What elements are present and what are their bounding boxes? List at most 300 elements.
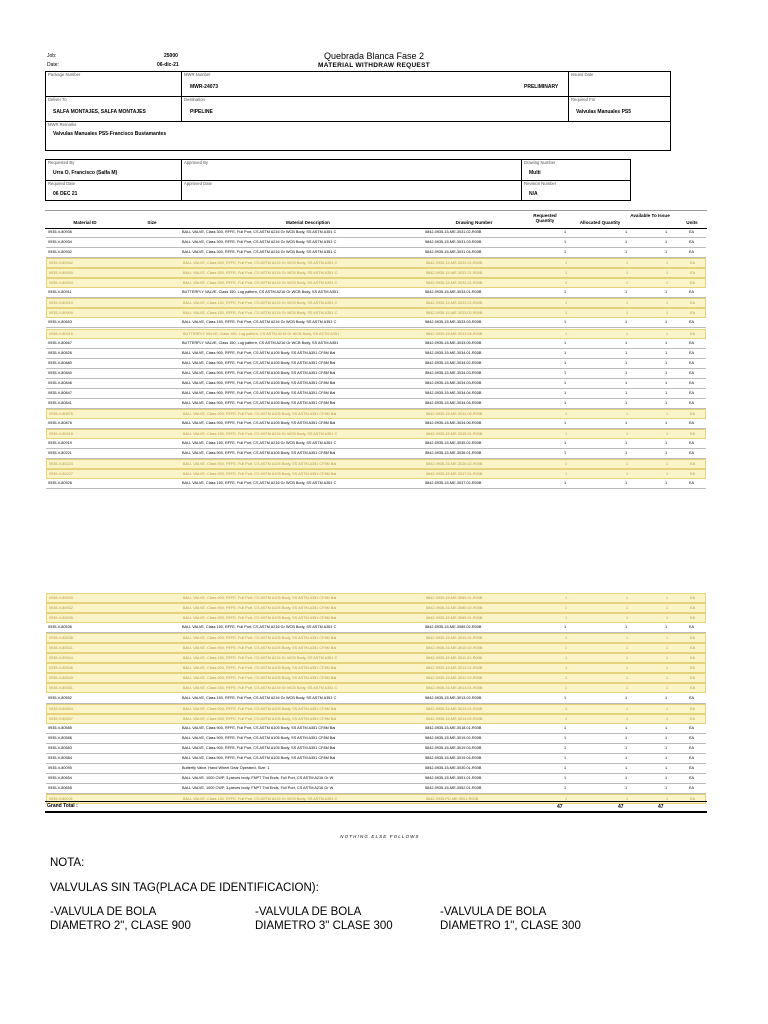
allocated-qty-cell: 1 (626, 636, 629, 641)
units-cell: EA (690, 606, 696, 611)
description-cell: BUTTERFLY VALVE, Class 150, Lug pattern, CS ASTM A216 Gr WCB Body, SS ASTM A351 (182, 340, 339, 345)
drawing-number-cell: 5842-0935-15-ME-3019.04-R00B (425, 755, 482, 760)
requested-qty-cell: 1 (565, 666, 568, 671)
description-cell: BALL VALVE, Class 300, RFFE, Full Port, CS ASTM A216 Gr WCB Body, SS ASTM A351 C (183, 261, 338, 266)
drawing-number-cell: 5842-0935-15-ME-3034.04-R00B (425, 400, 482, 405)
material-id-cell: 0935-V-80224 (49, 462, 73, 467)
col-material-id: Material ID (73, 220, 97, 225)
drawing-number-cell: 5842-0935-15-ME-3030.01-R00B (425, 765, 482, 770)
requested-qty-cell: 1 (564, 390, 567, 395)
material-id-cell: 0935-V-80557 (49, 716, 73, 721)
units-cell: EA (690, 797, 696, 801)
description-cell: BALL VALVE, Class 900, RFFE, Full Port, CS ASTM A105 Body, SS ASTM A351 CF8M Bal (182, 745, 336, 750)
available-qty-cell: 1 (665, 420, 668, 425)
available-qty-cell: 1 (665, 735, 668, 740)
available-qty-cell: 1 (665, 775, 668, 780)
material-id-cell: 0935-V-80554 (49, 706, 73, 711)
requested-by-value: Urra O, Francisco (Salfa M) (53, 170, 118, 176)
table-row (46, 744, 706, 754)
mwr-number-value: MWR-24073 (190, 84, 219, 90)
requested-qty-cell: 1 (565, 646, 568, 651)
requested-qty-cell: 1 (564, 785, 567, 790)
allocated-qty-cell: 1 (626, 462, 629, 467)
col-drawing-number: Drawing Number (455, 220, 493, 225)
allocated-qty-cell: 1 (625, 240, 628, 245)
material-id-cell: 0935-V-80654 (48, 775, 72, 780)
available-qty-cell: 1 (665, 370, 668, 375)
description-cell: BALL VALVE, Class 150, RFFE, Full Port, CS ASTM A216 Gr WCB Body, SS ASTM A351 C (183, 432, 338, 436)
units-cell: EA (689, 360, 695, 365)
table-row (46, 704, 706, 714)
allocated-qty-cell: 1 (625, 625, 628, 630)
available-qty-cell: 1 (666, 616, 669, 621)
table-row (46, 359, 706, 369)
allocated-qty-cell: 1 (625, 420, 628, 425)
requested-qty-cell: 1 (564, 451, 567, 456)
table-row (46, 419, 706, 429)
units-cell: EA (690, 596, 696, 600)
units-cell: EA (690, 656, 696, 661)
table-row (46, 369, 706, 379)
description-cell: BUTTERFLY VALVE, Class 150, Lug pattern, CS ASTM A216 Gr WCB Body, SS ASTM A351 (183, 331, 340, 336)
drawing-number-cell: 5842-0935-15-ME-3032.01-R00B (426, 261, 483, 266)
units-cell: EA (689, 370, 695, 375)
material-id-cell: 0935-V-80910 (49, 301, 73, 306)
table-row (46, 764, 706, 774)
allocated-qty-cell: 1 (625, 400, 628, 405)
available-qty-cell: 1 (666, 797, 669, 801)
material-id-cell: 0935-V-80655 (48, 785, 72, 790)
requested-qty-cell: 1 (564, 481, 567, 486)
drawing-number-cell: 5842-0935-15-ME-3034.06-R00B (426, 411, 483, 416)
approved-by-label: Approved By (184, 160, 208, 165)
requested-qty-cell: 1 (564, 441, 567, 446)
material-id-cell: 0935-V-80916 (49, 331, 73, 336)
units-cell: EA (690, 636, 696, 641)
drawing-number-cell: 5842-0935-15-ME-3019.02-R00B (425, 735, 482, 740)
requested-qty-cell: 1 (564, 755, 567, 760)
available-qty-cell: 1 (666, 411, 669, 416)
description-cell: BALL VALVE, Class 150, RFFE, Full Port, CS ASTM A216 Gr WCB Body, SS ASTM A351 C (182, 320, 337, 325)
available-qty-cell: 1 (666, 432, 669, 436)
description-cell: BALL VALVE, 1000 CWP, 3-pieces body, FNPT Thd Ends, Full Port, CS ASTM A216 Gr W (182, 785, 334, 790)
material-id-cell: 0935-V-80934 (48, 240, 72, 245)
note-title: NOTA: (50, 857, 85, 869)
material-id-cell: 0935-V-80880 (48, 360, 72, 365)
col-requested-qty: Requested Quantity (533, 213, 557, 224)
units-cell: EA (689, 400, 695, 405)
available-qty-cell: 1 (665, 230, 668, 234)
available-qty-cell: 1 (665, 451, 668, 456)
allocated-qty-cell: 1 (625, 380, 628, 385)
units-cell: EA (689, 340, 695, 345)
destination-value: PIPELINE (190, 109, 213, 115)
requested-qty-cell: 1 (565, 432, 568, 436)
grand-total-requested: 47 (557, 804, 563, 810)
allocated-qty-cell: 1 (626, 331, 629, 336)
requested-qty-cell: 1 (565, 472, 568, 477)
table-row (46, 268, 706, 278)
description-cell: BALL VALVE, Class 900, RFFE, Full Port, CS ASTM A105 Body, SS ASTM A351 CF8M Bal (182, 390, 336, 395)
grand-total-allocated: 47 (618, 804, 624, 810)
table-row (46, 278, 706, 288)
material-id-cell: 0935-V-80530 (49, 596, 73, 600)
material-id-cell: 0935-V-80585 (48, 725, 72, 730)
table-row (46, 683, 706, 693)
requested-qty-cell: 1 (564, 735, 567, 740)
requested-qty-cell: 1 (564, 360, 567, 365)
description-cell: BALL VALVE, Class 150, RFFE, Full Port, CS ASTM A216 Gr WCB Body, SS ASTM A351 C (182, 481, 337, 486)
drawing-number-cell: 5842-0935-15-ME-3034.04-R00B (425, 390, 482, 395)
description-cell: BALL VALVE, Class 900, RFFE, Full Port, CS ASTM A105 Body, SS ASTM A351 CF8M Bal (183, 596, 337, 600)
available-qty-cell: 1 (665, 320, 668, 325)
allocated-qty-cell: 1 (626, 271, 629, 276)
allocated-qty-cell: 1 (625, 735, 628, 740)
table-row (46, 643, 706, 653)
description-cell: BALL VALVE, Class 300, RFFE, Full Port, CS ASTM A216 Gr WCB Body, SS ASTM A351 C (182, 240, 337, 245)
available-qty-cell: 1 (665, 340, 668, 345)
allocated-qty-cell: 1 (626, 706, 629, 711)
requested-qty-cell: 1 (564, 350, 567, 355)
table-row (46, 714, 706, 724)
units-cell: EA (690, 716, 696, 721)
requested-qty-cell: 1 (564, 290, 567, 295)
material-id-cell: 0935-V-80911 (48, 290, 72, 295)
allocated-qty-cell: 1 (626, 261, 629, 266)
allocated-qty-cell: 1 (625, 360, 628, 365)
mwr-remarks-value: Valvulas Manuales PS5-Francisco Bustamantes (53, 131, 167, 137)
drawing-number-cell: 5842-0935-15-ME-3033.05-R00B (425, 340, 482, 345)
job-value: 25000 (164, 53, 178, 59)
available-qty-cell: 1 (666, 666, 669, 671)
units-cell: EA (690, 646, 696, 651)
table-row (46, 238, 706, 248)
table-row (46, 248, 706, 258)
col-units: Units (686, 220, 698, 225)
available-qty-cell: 1 (665, 755, 668, 760)
units-cell: EA (689, 420, 695, 425)
units-cell: EA (689, 230, 695, 234)
table-row (46, 663, 706, 673)
requested-qty-cell: 1 (564, 420, 567, 425)
table-row (46, 694, 706, 704)
available-qty-cell: 1 (666, 716, 669, 721)
drawing-number-cell: 5842-0935-15-ME-3080.01-R00B (426, 596, 483, 600)
units-cell: EA (690, 311, 696, 316)
drawing-number-cell: 5842-0935-15-ME-3031.03-R00B (425, 240, 482, 245)
drawing-number-cell: 5842-0935-15-ME-3052.01-R00B (425, 785, 482, 790)
drawing-number-cell: 5842-0935-15-ME-3012.01-R00B (426, 666, 483, 671)
mwr-number-label: MWR Number (184, 72, 211, 77)
drawing-number-cell: 5842-0935-15-ME-3035.01-R00B (426, 432, 483, 436)
description-cell: BALL VALVE, Class 900, RFFE, Full Port, CS ASTM A105 Body, SS ASTM A351 CF8M Bal (182, 360, 336, 365)
col-size: Size (147, 220, 157, 225)
available-qty-cell: 1 (666, 271, 669, 276)
available-qty-cell: 1 (665, 765, 668, 770)
material-id-cell: 0935-V-80549 (49, 676, 73, 681)
requested-qty-cell: 1 (564, 625, 567, 630)
available-qty-cell: 1 (666, 706, 669, 711)
allocated-qty-cell: 1 (625, 765, 628, 770)
material-id-cell: 0935-V-80535 (49, 616, 73, 621)
available-qty-cell: 1 (666, 261, 669, 266)
available-qty-cell: 1 (665, 290, 668, 295)
allocated-qty-cell: 1 (625, 230, 628, 234)
description-cell: BALL VALVE, Class 900, RFFE, Full Port, CS ASTM A105 Body, SS ASTM A351 CF8M Bal (182, 725, 336, 730)
table-row (46, 258, 706, 268)
requested-qty-cell: 1 (565, 311, 568, 316)
units-cell: EA (690, 432, 696, 436)
material-id-cell: 0935-V-80826 (48, 350, 72, 355)
allocated-qty-cell: 1 (625, 785, 628, 790)
allocated-qty-cell: 1 (625, 390, 628, 395)
units-cell: EA (689, 290, 695, 295)
material-id-cell: 0935-V-80876 (49, 411, 73, 416)
mwr-remarks-label: MWR Remarks (48, 122, 77, 127)
available-qty-cell: 1 (665, 360, 668, 365)
deliver-to-value: SALFA MONTAJES, SALFA MONTAJES (53, 109, 146, 115)
drawing-number-cell: 5842-0935-15-ME-3033.03-R00B (425, 320, 482, 325)
table-row (46, 298, 706, 308)
allocated-qty-cell: 1 (625, 250, 628, 255)
units-cell: EA (689, 481, 695, 486)
drawing-number-cell: 5842-0935-15-ME-3031.04-R00B (425, 250, 482, 255)
grand-total-label: Grand Total : (47, 803, 78, 809)
available-qty-cell: 1 (666, 311, 669, 316)
approved-date-label: Approved Date (184, 181, 212, 186)
required-date-label: Required Date (48, 181, 76, 186)
table-row (46, 429, 706, 439)
drawing-number-cell: 5842-0935-15-ME-3014.02-R00B (426, 716, 483, 721)
requested-qty-cell: 1 (565, 301, 568, 306)
description-cell: BALL VALVE, Class 300, RFFE, Full Port, CS ASTM A216 Gr WCB Body, SS ASTM A351 C (182, 230, 337, 234)
drawing-number-cell: 5842-0935-15-ME-3080.02-R00B (426, 606, 483, 611)
requested-qty-cell: 1 (564, 380, 567, 385)
table-row (46, 734, 706, 744)
available-qty-cell: 1 (666, 472, 669, 477)
units-cell: EA (690, 301, 696, 306)
material-id-cell: 0935-V-80847 (48, 390, 72, 395)
drawing-number-cell: 5842-0935-15-ME-3033.02-R00B (426, 301, 483, 306)
allocated-qty-cell: 1 (626, 676, 629, 681)
available-qty-cell: 1 (665, 481, 668, 486)
allocated-qty-cell: 1 (625, 725, 628, 730)
drawing-number-cell: 5842-0935-15-ME-3033.02-R00B (426, 311, 483, 316)
drawing-number-cell: 5842-0935-15-ME-3036.02-R00B (426, 462, 483, 467)
allocated-qty-cell: 1 (625, 290, 628, 295)
table-row (46, 308, 706, 318)
units-cell: EA (689, 735, 695, 740)
drawing-number-cell: 5842-0935-15-ME-3012.02-R00B (426, 676, 483, 681)
requested-qty-cell: 1 (565, 716, 568, 721)
requested-qty-cell: 1 (565, 281, 568, 286)
drawing-number-cell: 5842-0935-15-ME-3034.06-R00B (425, 420, 482, 425)
material-id-cell: 0935-V-80227 (49, 472, 73, 477)
table-row (46, 774, 706, 784)
description-cell: BALL VALVE, Class 300, RFFE, Full Port, CS ASTM A216 Gr WCB Body, SS ASTM A351 C (183, 281, 338, 286)
material-id-cell: 0935-V-80909 (49, 311, 73, 316)
description-cell: BALL VALVE, 1000 CWP, 3-pieces body, FNPT Thd Ends, Full Port, CS ASTM A216 Gr W (182, 775, 334, 780)
deliver-to-label: Deliver To (48, 97, 67, 102)
requested-qty-cell: 1 (565, 271, 568, 276)
description-cell: BALL VALVE, Class 900, RFFE, Full Port, CS ASTM A105 Body, SS ASTM A351 CF8M Bal (183, 706, 337, 711)
table-row (46, 623, 706, 633)
available-qty-cell: 1 (665, 785, 668, 790)
requested-qty-cell: 1 (564, 695, 567, 700)
drawing-number-cell: 5842-0935-15-ME-3035.02-R00B (425, 441, 482, 446)
drawing-number-cell: 5842-0935-15-ME-3032.01-R00B (426, 271, 483, 276)
allocated-qty-cell: 1 (626, 686, 629, 691)
description-cell: BALL VALVE, Class 900, RFFE, Full Port, CS ASTM A105 Body, SS ASTM A351 CF8M Bal (183, 606, 337, 611)
table-row (46, 469, 706, 479)
destination-label: Destination (184, 97, 205, 102)
allocated-qty-cell: 1 (625, 451, 628, 456)
units-cell: EA (689, 625, 695, 630)
units-cell: EA (690, 616, 696, 621)
description-cell: BALL VALVE, Class 900, RFFE, Full Port, CS ASTM A105 Body, SS ASTM A351 CF8M Bal (183, 646, 337, 651)
allocated-qty-cell: 1 (626, 596, 629, 600)
allocated-qty-cell: 1 (625, 350, 628, 355)
drawing-number-cell: 5842-0935-15-ME-3034.03-R00B (425, 380, 482, 385)
description-cell: BALL VALVE, Class 150, RFFE, Full Port, CS ASTM A216 Gr WCB Body, SS ASTM A351 C (183, 797, 338, 801)
table-row (46, 613, 706, 623)
description-cell: BALL VALVE, Class 150, RFFE, Full Port, CS ASTM A216 Gr WCB Body, SS ASTM A351 C (182, 695, 337, 700)
units-cell: EA (690, 676, 696, 681)
allocated-qty-cell: 1 (626, 472, 629, 477)
table-row (46, 329, 706, 339)
material-id-cell: 0935-V-80551 (49, 686, 73, 691)
material-id-cell: 0935-V-80936 (48, 230, 72, 234)
description-cell: BALL VALVE, Class 900, RFFE, Full Port, CS ASTM A105 Body, SS ASTM A351 CF8M Bal (182, 380, 336, 385)
drawing-number-cell: 5842-0935-15-ME-3036.01-R00B (425, 451, 482, 456)
description-cell: BALL VALVE, Class 900, RFFE, Full Port, CS ASTM A105 Body, SS ASTM A351 CF8M Bal (182, 350, 336, 355)
units-cell: EA (690, 706, 696, 711)
drawing-number-cell: 5842-0935-15-ME-3037.01-R00B (426, 472, 483, 477)
units-cell: EA (690, 411, 696, 416)
allocated-qty-cell: 1 (626, 646, 629, 651)
allocated-qty-cell: 1 (625, 320, 628, 325)
material-id-cell: 0935-V-80919 (48, 441, 72, 446)
status-value: PRELIMINARY (524, 84, 559, 90)
available-qty-cell: 1 (666, 646, 669, 651)
available-qty-cell: 1 (666, 331, 669, 336)
requested-qty-cell: 1 (565, 656, 568, 661)
allocated-qty-cell: 1 (625, 340, 628, 345)
allocated-qty-cell: 1 (626, 432, 629, 436)
drawing-number-cell: 5842-0935-15-ME-3018.01-R00B (425, 725, 482, 730)
table-row (46, 389, 706, 399)
drawing-number-cell: 5842-0935-15-ME-3011.02-R00B (426, 656, 483, 661)
requested-qty-cell: 1 (565, 606, 568, 611)
allocated-qty-cell: 1 (626, 606, 629, 611)
allocated-qty-cell: 1 (625, 481, 628, 486)
table-row (46, 439, 706, 449)
table-row (46, 653, 706, 663)
requested-qty-cell: 1 (565, 616, 568, 621)
description-cell: BALL VALVE, Class 150, RFFE, Full Port, CS ASTM A216 Gr WCB Body, SS ASTM A351 C (183, 311, 338, 316)
drawing-number-cell: 5842-0935-15-ME-3031.02-R00B (425, 230, 482, 234)
table-row (46, 459, 706, 469)
units-cell: EA (689, 240, 695, 245)
units-cell: EA (690, 281, 696, 286)
note-item-2-line2: DIAMETRO 3" CLASE 300 (255, 920, 393, 932)
available-qty-cell: 1 (666, 606, 669, 611)
material-id-cell: 0935-V-80926 (48, 481, 72, 486)
col-available-qty: Available To Issue (630, 213, 670, 218)
table-row (46, 479, 706, 489)
material-id-cell: 0935-V-80532 (49, 606, 73, 611)
material-id-cell: 0935-V-80942 (49, 261, 73, 266)
allocated-qty-cell: 1 (625, 441, 628, 446)
drawing-number-cell: 5842-0935-15-ME-3033.04-R00B (426, 331, 483, 336)
description-cell: BALL VALVE, Class 900, RFFE, Full Port, CS ASTM A105 Body, SS ASTM A351 CF8M Bal (183, 462, 337, 467)
material-id-cell: 0935-V-80536 (48, 625, 72, 630)
requested-qty-cell: 1 (564, 400, 567, 405)
note-item-2-line1: -VALVULA DE BOLA (255, 906, 362, 918)
drawing-number-cell: 5842-0935-15-ME-3010.01-R00B (426, 636, 483, 641)
description-cell: BALL VALVE, Class 300, RFFE, Full Port, CS ASTM A216 Gr WCB Body, SS ASTM A351 C (182, 250, 337, 255)
note-item-1-line1: -VALVULA DE BOLA (50, 906, 157, 918)
requested-qty-cell: 1 (564, 745, 567, 750)
requested-qty-cell: 1 (565, 462, 568, 467)
available-qty-cell: 1 (666, 686, 669, 691)
allocated-qty-cell: 1 (626, 301, 629, 306)
description-cell: BALL VALVE, Class 900, RFFE, Full Port, CS ASTM A105 Body, SS ASTM A351 CF8M Bal (182, 735, 336, 740)
description-cell: BALL VALVE, Class 900, RFFE, Full Port, CS ASTM A105 Body, SS ASTM A351 CF8M Bal (182, 420, 336, 425)
material-id-cell: 0935-V-80541 (49, 646, 73, 651)
drawing-number-cell: 5842-0935-15-ME-3013.02-R00B (425, 695, 482, 700)
requested-qty-cell: 1 (564, 370, 567, 375)
allocated-qty-cell: 1 (626, 411, 629, 416)
note-item-1-line2: DIAMETRO 2", CLASE 900 (50, 920, 191, 932)
allocated-qty-cell: 1 (625, 370, 628, 375)
drawing-number-cell: 5842-0935-15-ME-3019.03-R00B (425, 745, 482, 750)
requested-qty-cell: 1 (564, 340, 567, 345)
units-cell: EA (689, 250, 695, 255)
revision-number-value: N/A (529, 191, 538, 197)
requested-qty-cell: 1 (565, 676, 568, 681)
table-row (46, 399, 706, 409)
description-cell: BALL VALVE, Class 900, RFFE, Full Port, CS ASTM A105 Body, SS ASTM A351 CF8M Bal (183, 676, 337, 681)
allocated-qty-cell: 1 (625, 755, 628, 760)
allocated-qty-cell: 1 (625, 695, 628, 700)
required-date-value: 06 DEC 21 (53, 191, 78, 197)
description-cell: BALL VALVE, Class 900, RFFE, Full Port, CS ASTM A105 Body, SS ASTM A351 CF8M Bal (182, 451, 336, 456)
requested-qty-cell: 1 (564, 240, 567, 245)
units-cell: EA (689, 451, 695, 456)
table-row (46, 603, 706, 613)
drawing-number-cell: 5842-0935-15-ME-3034.01-R00B (425, 350, 482, 355)
drawing-number-cell: 5842-0935-15-ME-3051.01-R00B (425, 775, 482, 780)
date-label: Date: (47, 62, 59, 68)
allocated-qty-cell: 1 (626, 656, 629, 661)
material-id-cell: 0935-V-80546 (49, 666, 73, 671)
description-cell: BALL VALVE, Class 900, RFFE, Full Port, CS ASTM A105 Body, SS ASTM A351 CF8M Bal (183, 616, 337, 621)
revision-number-label: Revision Number (524, 181, 557, 186)
drawing-number-cell: 5842-0935-15-ME-3014.01-R00B (426, 706, 483, 711)
description-cell: BALL VALVE, Class 150, RFFE, Full Port, CS ASTM A216 Gr WCB Body, SS ASTM A351 C (183, 301, 338, 306)
note-item-3-line2: DIAMETRO 1", CLASE 300 (440, 920, 581, 932)
table-row (46, 409, 706, 419)
units-cell: EA (690, 462, 696, 467)
units-cell: EA (689, 380, 695, 385)
table-row (46, 228, 706, 238)
material-id-cell: 0935-V-80538 (49, 636, 73, 641)
requested-qty-cell: 1 (564, 230, 567, 234)
material-id-cell: 0935-V-80583 (48, 745, 72, 750)
available-qty-cell: 1 (666, 301, 669, 306)
note-line: VALVULAS SIN TAG(PLACA DE IDENTIFICACION): (50, 882, 319, 894)
